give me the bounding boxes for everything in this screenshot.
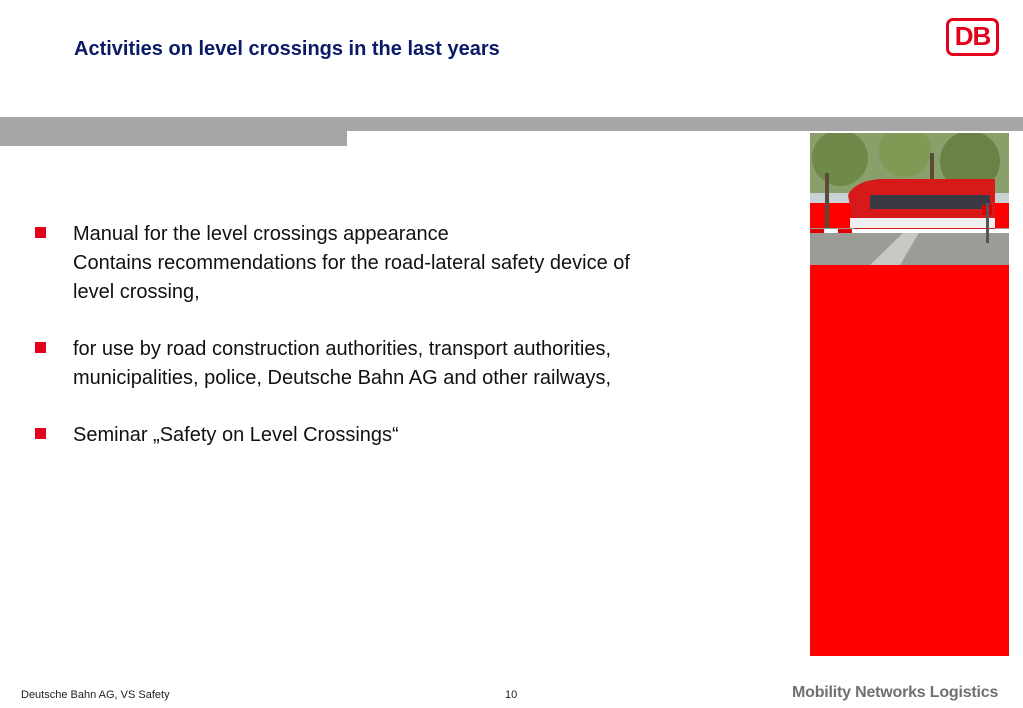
square-bullet-icon [35, 428, 46, 439]
bullet-line: Seminar „Safety on Level Crossings“ [73, 424, 399, 446]
page-number: 10 [505, 689, 518, 701]
bullet-list [35, 220, 755, 478]
header-band-left [0, 131, 347, 146]
square-bullet-icon [35, 227, 46, 238]
footer-tagline: Mobility Networks Logistics [792, 684, 999, 701]
bullet-item [35, 220, 755, 307]
header-band [0, 117, 1023, 131]
slide-title: Activities on level crossings in the last years [74, 38, 500, 60]
bullet-item [35, 421, 755, 450]
bullet-line: municipalities, police, Deutsche Bahn AG and other railways, [73, 367, 612, 389]
bullet-line: for use by road construction authorities, transport authorities, [73, 338, 612, 360]
footer-source: Deutsche Bahn AG, VS Safety [21, 689, 170, 701]
db-logo: DB [946, 18, 999, 56]
bullet-line: Contains recommendations for the road-lateral safety device of [73, 252, 630, 274]
bullet-item [35, 335, 755, 393]
bullet-line: Manual for the level crossings appearance [73, 223, 449, 245]
square-bullet-icon [35, 342, 46, 353]
train-at-level-crossing-photo [810, 133, 1009, 265]
bullet-line: level crossing, [73, 281, 200, 303]
